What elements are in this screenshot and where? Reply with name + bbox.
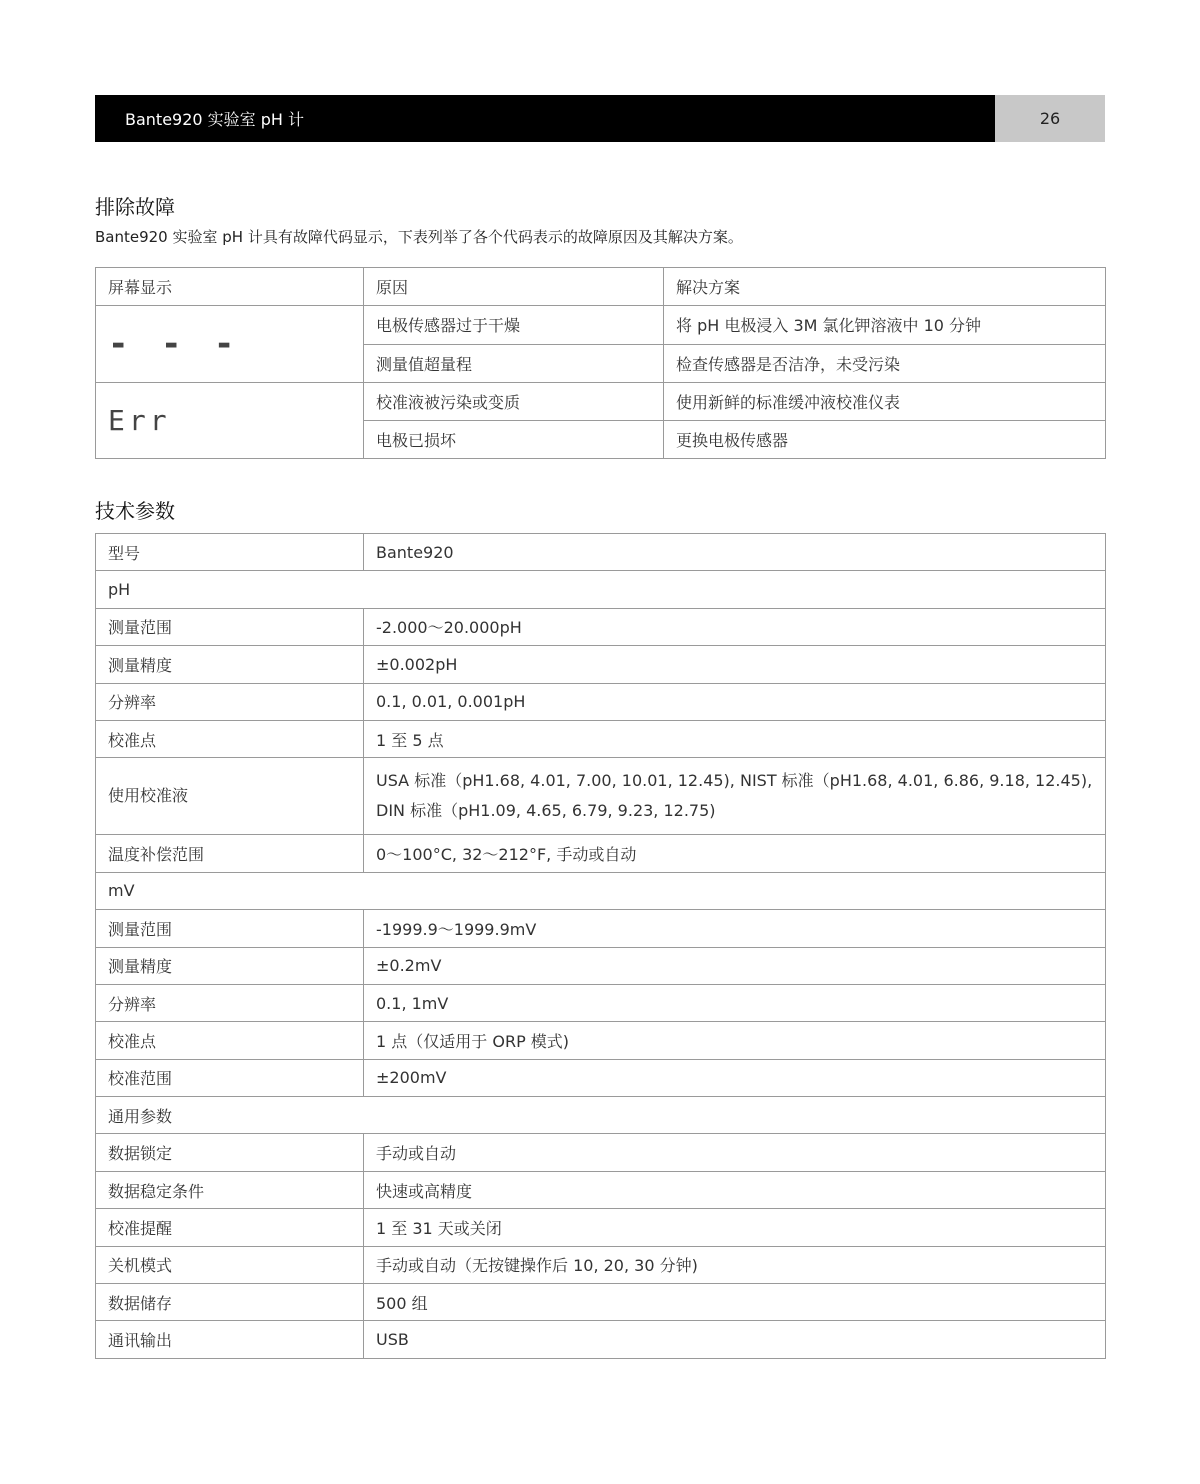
table-row <box>96 1134 1106 1171</box>
cause-cell: 测量值超量程 <box>364 344 664 382</box>
spec-value: ±0.2mV <box>364 947 1106 984</box>
cause-cell: 校准液被污染或变质 <box>364 382 664 420</box>
column-header: 屏幕显示 <box>96 268 364 306</box>
table-row <box>96 835 1106 872</box>
spec-label: 通讯输出 <box>96 1321 364 1358</box>
table-row <box>96 984 1106 1021</box>
spec-label: 温度补偿范围 <box>96 835 364 872</box>
section-row <box>96 571 1106 608</box>
section-header: 通用参数 <box>96 1097 1106 1134</box>
spec-value: ±200mV <box>364 1059 1106 1096</box>
spec-label: 校准点 <box>96 1022 364 1059</box>
section-header: pH <box>96 571 1106 608</box>
table-row <box>96 947 1106 984</box>
lcd-display-code: Err <box>96 382 364 459</box>
table-row <box>96 683 1106 720</box>
spec-value: 手动或自动 <box>364 1134 1106 1171</box>
table-row <box>96 1022 1106 1059</box>
spec-label: 数据储存 <box>96 1284 364 1321</box>
spec-value: 快速或高精度 <box>364 1171 1106 1208</box>
table-row <box>96 608 1106 645</box>
spec-value-line: USA 标准（pH1.68, 4.01, 7.00, 10.01, 12.45), NIST 标准（pH1.68, 4.01, 6.86, 9.18, 12.45), <box>376 771 1093 791</box>
table-row <box>96 1171 1106 1208</box>
table-row <box>96 382 1106 420</box>
table-header-row <box>96 268 1106 306</box>
table-row <box>96 1246 1106 1283</box>
specs-table <box>95 533 1106 1359</box>
spec-label: 校准点 <box>96 720 364 757</box>
lcd-display-code: - - - <box>96 306 364 383</box>
spec-value <box>364 758 1106 835</box>
section-row <box>96 872 1106 909</box>
section-row <box>96 1097 1106 1134</box>
spec-value: 0.1, 0.01, 0.001pH <box>364 683 1106 720</box>
cause-cell: 电极传感器过于干燥 <box>364 306 664 344</box>
page-header <box>95 95 1105 142</box>
troubleshooting-intro: Bante920 实验室 pH 计具有故障代码显示，下表列举了各个代码表示的故障原因及其解决方案。 <box>95 228 743 246</box>
specs-title: 技术参数 <box>95 499 175 523</box>
spec-value: 1 至 5 点 <box>364 720 1106 757</box>
table-row <box>96 720 1106 757</box>
table-row <box>96 910 1106 947</box>
spec-label: 分辨率 <box>96 683 364 720</box>
spec-label: 测量精度 <box>96 947 364 984</box>
table-row <box>96 1059 1106 1096</box>
spec-label: 测量范围 <box>96 608 364 645</box>
spec-value: USB <box>364 1321 1106 1358</box>
spec-value: 1 至 31 天或关闭 <box>364 1209 1106 1246</box>
table-row <box>96 1284 1106 1321</box>
spec-value: -1999.9～1999.9mV <box>364 910 1106 947</box>
spec-label: 型号 <box>96 534 364 571</box>
spec-value: ±0.002pH <box>364 646 1106 683</box>
spec-label: 分辨率 <box>96 984 364 1021</box>
section-header: mV <box>96 872 1106 909</box>
cause-cell: 电极已损坏 <box>364 421 664 459</box>
table-row <box>96 758 1106 835</box>
solution-cell: 将 pH 电极浸入 3M 氯化钾溶液中 10 分钟 <box>664 306 1106 344</box>
table-row <box>96 1209 1106 1246</box>
spec-value: Bante920 <box>364 534 1106 571</box>
spec-value: 0.1, 1mV <box>364 984 1106 1021</box>
spec-value: 1 点（仅适用于 ORP 模式) <box>364 1022 1106 1059</box>
spec-label: 数据稳定条件 <box>96 1171 364 1208</box>
solution-cell: 使用新鲜的标准缓冲液校准仪表 <box>664 382 1106 420</box>
spec-value: 0～100°C, 32～212°F, 手动或自动 <box>364 835 1106 872</box>
spec-value-line: DIN 标准（pH1.09, 4.65, 6.79, 9.23, 12.75) <box>376 801 716 821</box>
document-title: Bante920 实验室 pH 计 <box>95 95 995 142</box>
solution-cell: 更换电极传感器 <box>664 421 1106 459</box>
spec-label: 关机模式 <box>96 1246 364 1283</box>
spec-label: 校准范围 <box>96 1059 364 1096</box>
spec-value: 手动或自动（无按键操作后 10, 20, 30 分钟) <box>364 1246 1106 1283</box>
table-row <box>96 646 1106 683</box>
spec-label: 使用校准液 <box>96 758 364 835</box>
table-row <box>96 1321 1106 1358</box>
page-number: 26 <box>995 95 1105 142</box>
spec-label: 测量精度 <box>96 646 364 683</box>
spec-value: -2.000～20.000pH <box>364 608 1106 645</box>
spec-label: 测量范围 <box>96 910 364 947</box>
troubleshooting-table <box>95 267 1106 459</box>
spec-label: 数据锁定 <box>96 1134 364 1171</box>
spec-value: 500 组 <box>364 1284 1106 1321</box>
column-header: 原因 <box>364 268 664 306</box>
table-row <box>96 534 1106 571</box>
column-header: 解决方案 <box>664 268 1106 306</box>
table-row <box>96 306 1106 344</box>
troubleshooting-title: 排除故障 <box>95 195 175 219</box>
solution-cell: 检查传感器是否洁净，未受污染 <box>664 344 1106 382</box>
spec-label: 校准提醒 <box>96 1209 364 1246</box>
